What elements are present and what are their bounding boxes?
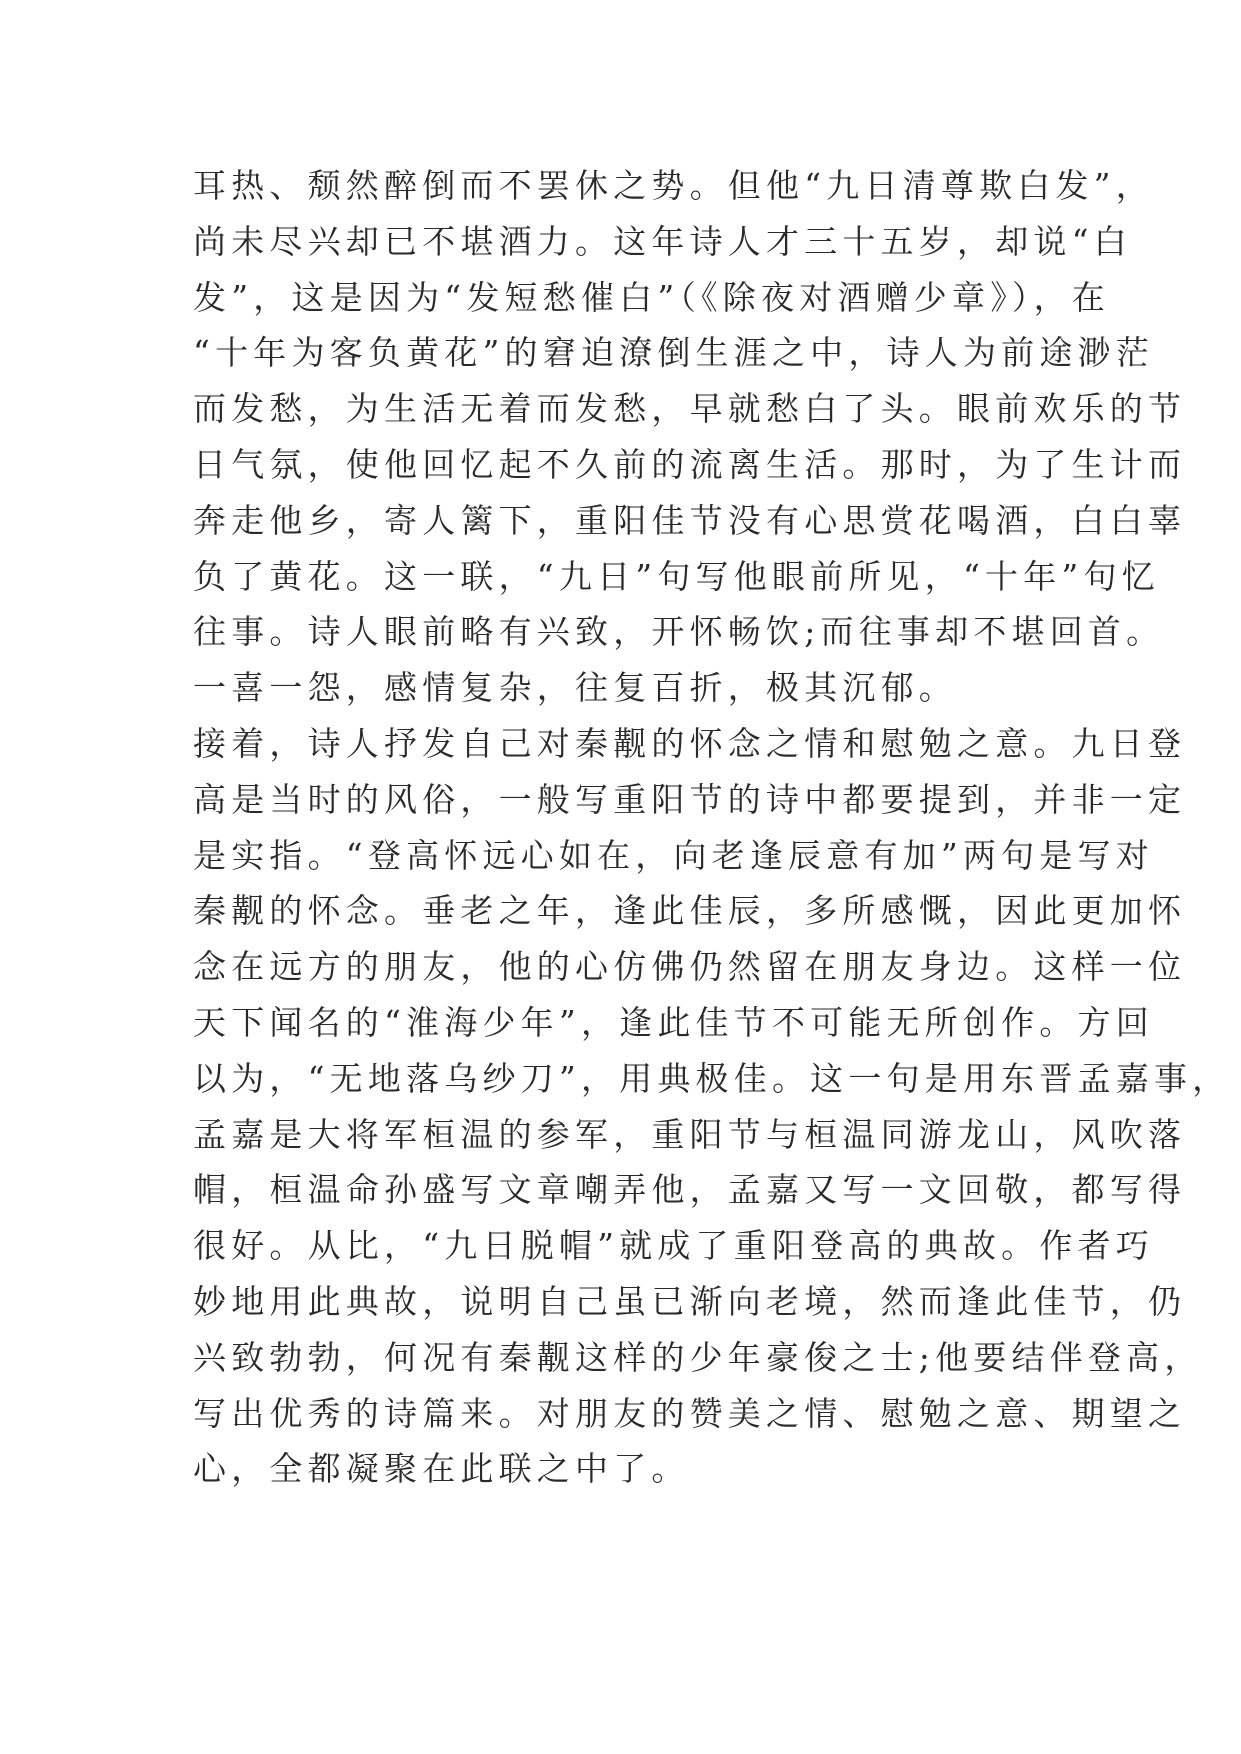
text-line: 一喜一怨，感情复杂，往复百折，极其沉郁。 <box>193 668 957 708</box>
text-line: 秦觏的怀念。垂老之年，逢此佳辰，多所感慨，因此更加怀 <box>193 891 1187 931</box>
body-text <box>193 158 1231 1497</box>
text-line: 写出优秀的诗篇来。对朋友的赞美之情、慰勉之意、期望之 <box>193 1393 1187 1433</box>
text-line: 是实指。“登高怀远心如在，向老逢辰意有加”两句是写对 <box>193 835 1154 875</box>
text-line: 发”，这是因为“发短愁催白”（《除夜对酒赠少章》），在 <box>193 277 1111 317</box>
text-line: 孟嘉是大将军桓温的参军，重阳节与桓温同游龙山，风吹落 <box>193 1114 1187 1154</box>
text-line: 以为，“无地落乌纱刀”，用典极佳。这一句是用东晋孟嘉事， <box>193 1058 1231 1098</box>
text-line: 奔走他乡，寄人篱下，重阳佳节没有心思赏花喝酒，白白辜 <box>193 500 1187 540</box>
text-line: 而发愁，为生活无着而发愁，早就愁白了头。眼前欢乐的节 <box>193 389 1187 429</box>
text-line: 往事。诗人眼前略有兴致，开怀畅饮;而往事却不堪回首。 <box>193 612 1165 652</box>
text-line: 尚未尽兴却已不堪酒力。这年诗人才三十五岁，却说“白 <box>193 221 1132 261</box>
text-line: 帽，桓温命孙盛写文章嘲弄他，孟嘉又写一文回敬，都写得 <box>193 1170 1187 1210</box>
text-line: 念在远方的朋友，他的心仿佛仍然留在朋友身边。这样一位 <box>193 947 1187 987</box>
text-line: 日气氛，使他回忆起不久前的流离生活。那时，为了生计而 <box>193 444 1187 484</box>
text-line: 妙地用此典故，说明自己虽已渐向老境，然而逢此佳节，仍 <box>193 1281 1187 1321</box>
text-line: “十年为客负黄花”的窘迫潦倒生涯之中，诗人为前途渺茫 <box>193 333 1154 373</box>
text-line: 天下闻名的“淮海少年”，逢此佳节不可能无所创作。方回 <box>193 1002 1154 1042</box>
text-line: 接着，诗人抒发自己对秦觏的怀念之情和慰勉之意。九日登 <box>193 723 1187 763</box>
text-line: 很好。从比，“九日脱帽”就成了重阳登高的典故。作者巧 <box>193 1226 1154 1266</box>
text-line: 高是当时的风俗，一般写重阳节的诗中都要提到，并非一定 <box>193 779 1187 819</box>
text-line: 耳热、颓然醉倒而不罢休之势。但他“九日清尊欺白发”， <box>193 166 1154 205</box>
text-line: 心，全都凝聚在此联之中了。 <box>193 1449 690 1489</box>
text-line: 兴致勃勃，何况有秦觏这样的少年豪俊之士;他要结伴登高， <box>193 1337 1203 1377</box>
text-line: 负了黄花。这一联，“九日”句写他眼前所见，“十年”句忆 <box>193 556 1160 596</box>
